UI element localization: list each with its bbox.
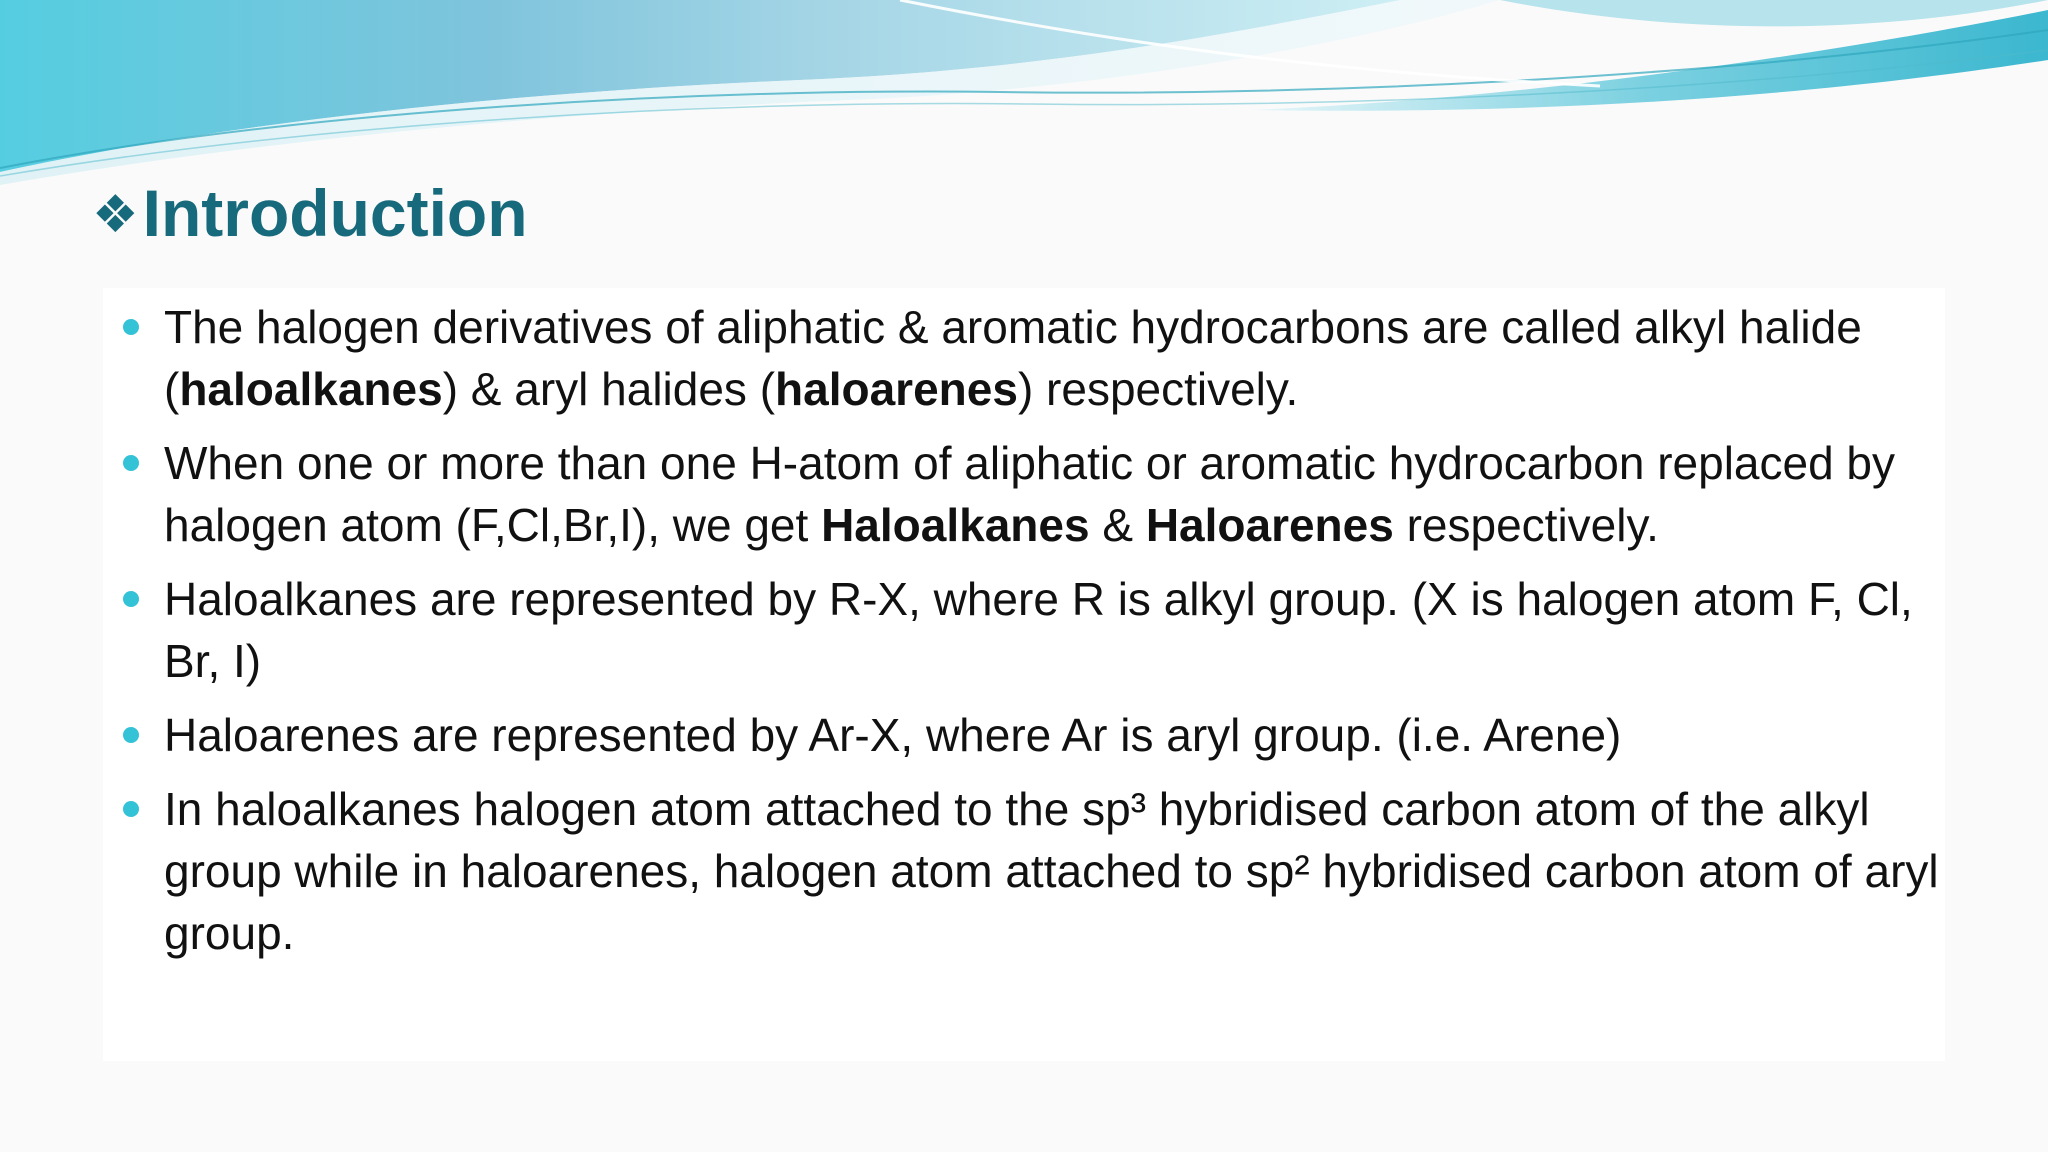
bullet-dot-icon	[123, 801, 139, 817]
bullet-text: Haloalkanes are represented by R-X, where R is alkyl group. (X is halogen atom F, Cl, Br, I)	[164, 573, 1913, 687]
bullet-text: In haloalkanes halogen atom attached to the sp³ hybridised carbon atom of the alkyl group while in haloarenes, halogen atom attached to sp² hybridised carbon atom of aryl group.	[164, 783, 1939, 959]
bullet-text: The halogen derivatives of aliphatic & aromatic hydrocarbons are called alkyl halide (	[164, 301, 1862, 415]
bullet-item	[103, 778, 1945, 964]
bullet-dot-icon	[123, 319, 139, 335]
bold-term: Haloarenes	[1145, 499, 1394, 551]
bold-term: haloalkanes	[179, 363, 443, 415]
bold-term: Haloalkanes	[821, 499, 1090, 551]
bullet-text: ) & aryl halides (	[442, 363, 776, 415]
bold-term: haloarenes	[775, 363, 1018, 415]
bullet-text: Haloarenes are represented by Ar-X, where Ar is aryl group. (i.e. Arene)	[164, 709, 1622, 761]
bullet-text: ) respectively.	[1017, 363, 1299, 415]
bullet-text: respectively.	[1393, 499, 1659, 551]
diamond-four-icon: ❖	[92, 185, 139, 245]
slide-title	[92, 168, 528, 264]
slide-title-text: Introduction	[142, 176, 528, 250]
header-wave-decoration	[0, 0, 2048, 190]
bullet-list	[103, 296, 1945, 976]
bullet-text: &	[1089, 499, 1146, 551]
bullet-dot-icon	[123, 727, 139, 743]
bullet-item	[103, 432, 1945, 556]
content-box	[103, 288, 1945, 1061]
bullet-text: When one or more than one H-atom of aliphatic or aromatic hydrocarbon replaced by halogen atom (F,Cl,Br,I), we get	[164, 437, 1896, 551]
bullet-dot-icon	[123, 591, 139, 607]
bullet-item	[103, 296, 1945, 420]
bullet-item	[103, 704, 1945, 766]
bullet-dot-icon	[123, 455, 139, 471]
bullet-item	[103, 568, 1945, 692]
